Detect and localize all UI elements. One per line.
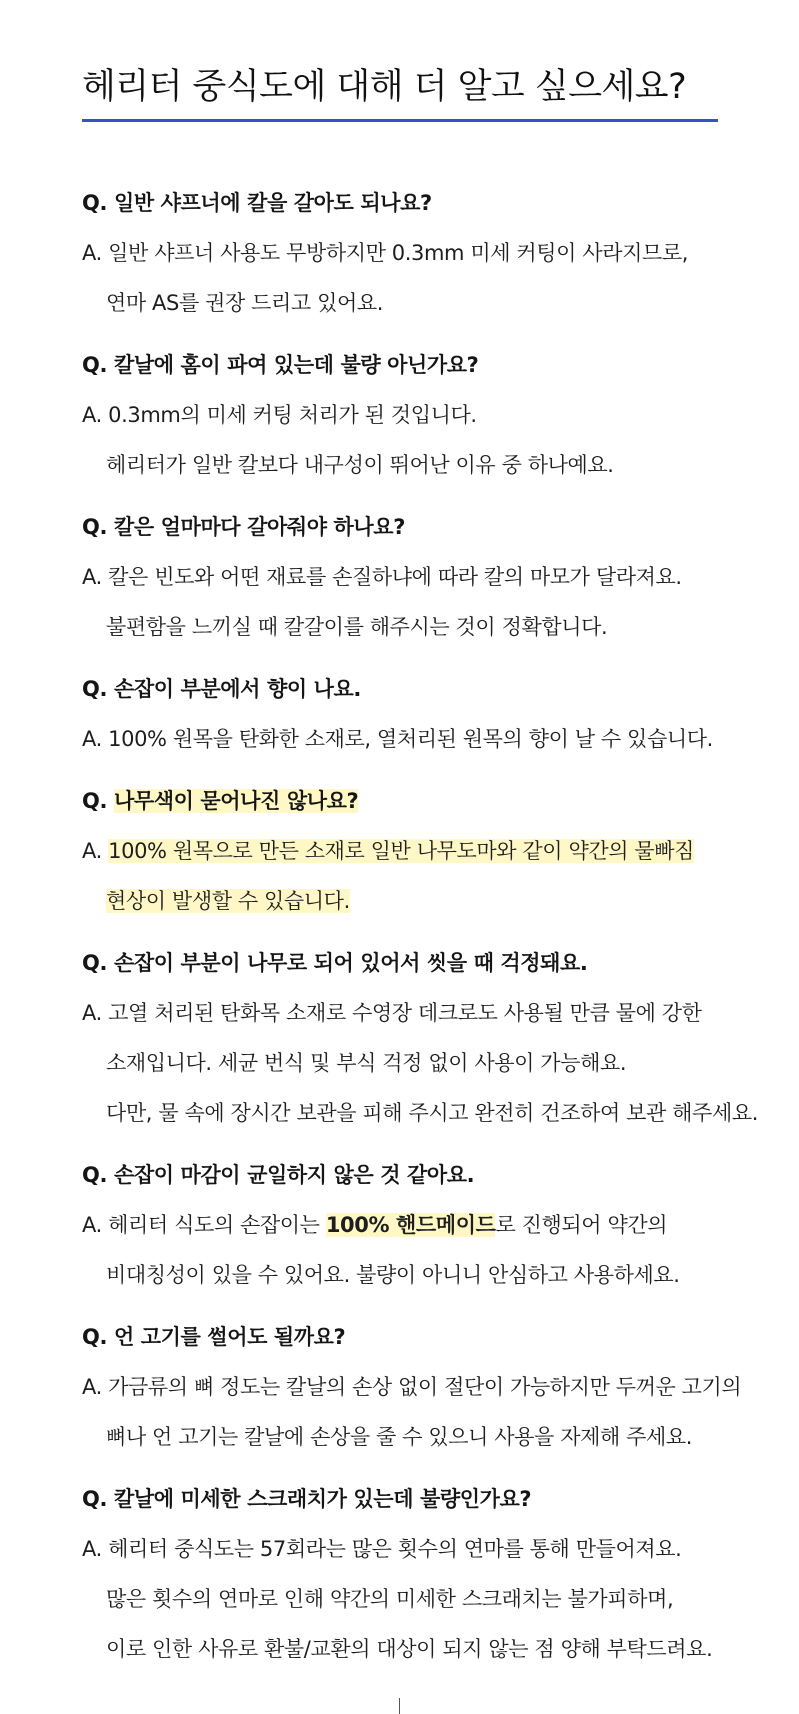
handmade-emphasis: 100% 핸드메이드 bbox=[325, 1213, 496, 1237]
faq-question: Q. 칼날에 미세한 스크래치가 있는데 불량인가요? bbox=[82, 1487, 532, 1511]
answer-line bbox=[82, 826, 762, 876]
answer-highlight: 현상이 발생할 수 있습니다. bbox=[106, 889, 350, 913]
answer-line: A. 100% 원목을 탄화한 소재로, 열처리된 원목의 향이 날 수 있습니다. bbox=[82, 727, 713, 751]
answer-text: 로 진행되어 약간의 bbox=[495, 1213, 668, 1237]
faq-item-sharpener bbox=[82, 178, 762, 328]
answer-highlight: 100% 원목으로 만든 소재로 일반 나무도마와 같이 약간의 물빠짐 bbox=[108, 839, 695, 863]
title-block bbox=[82, 58, 718, 122]
faq-answer bbox=[82, 1524, 762, 1674]
faq-question bbox=[82, 776, 762, 826]
answer-line: A. 고열 처리된 탄화목 소재로 수영장 데크로도 사용될 만큼 물에 강한 bbox=[82, 1001, 702, 1025]
question-prefix: Q. bbox=[82, 789, 114, 813]
faq-question: Q. 일반 샤프너에 칼을 갈아도 되나요? bbox=[82, 191, 432, 215]
faq-question: Q. 손잡이 부분에서 향이 나요. bbox=[82, 677, 361, 701]
answer-line: 다만, 물 속에 장시간 보관을 피해 주시고 완전히 건조하여 보관 해주세요. bbox=[106, 1101, 758, 1125]
faq-question: Q. 손잡이 부분이 나무로 되어 있어서 씻을 때 걱정돼요. bbox=[82, 951, 588, 975]
faq-item-frozen-meat bbox=[82, 1312, 762, 1462]
answer-text: A. 헤리터 식도의 손잡이는 bbox=[82, 1213, 326, 1237]
answer-line bbox=[82, 1200, 762, 1250]
faq-answer bbox=[82, 1362, 762, 1462]
answer-line: A. 일반 샤프너 사용도 무방하지만 0.3mm 미세 커팅이 사라지므로, bbox=[82, 241, 689, 265]
answer-line: 소재입니다. 세균 번식 및 부식 걱정 없이 사용이 가능해요. bbox=[106, 1051, 627, 1075]
answer-line: 비대칭성이 있을 수 있어요. 불량이 아니니 안심하고 사용하세요. bbox=[106, 1263, 680, 1287]
faq-item-handle-scent bbox=[82, 664, 762, 764]
faq-item-blade-groove bbox=[82, 340, 762, 490]
answer-line: 뼈나 언 고기는 칼날에 손상을 줄 수 있으니 사용을 자제해 주세요. bbox=[106, 1425, 693, 1449]
faq-item-handle-finish bbox=[82, 1150, 762, 1300]
answer-line: 연마 AS를 권장 드리고 있어요. bbox=[106, 291, 384, 315]
answer-line: A. 칼은 빈도와 어떤 재료를 손질하냐에 따라 칼의 마모가 달라져요. bbox=[82, 565, 682, 589]
answer-prefix: A. bbox=[82, 839, 109, 863]
bottom-divider-tick bbox=[399, 1698, 400, 1714]
answer-line: A. 0.3mm의 미세 커팅 처리가 된 것입니다. bbox=[82, 403, 477, 427]
faq-answer bbox=[82, 714, 762, 764]
faq-list bbox=[82, 178, 762, 1686]
faq-item-sharpen-frequency bbox=[82, 502, 762, 652]
faq-answer bbox=[82, 1200, 762, 1300]
faq-item-washing-handle bbox=[82, 938, 762, 1138]
answer-line bbox=[82, 876, 762, 926]
faq-answer bbox=[82, 988, 762, 1138]
faq-answer bbox=[82, 826, 762, 926]
answer-line: 불편함을 느끼실 때 칼갈이를 해주시는 것이 정확합니다. bbox=[106, 615, 608, 639]
faq-item-wood-color bbox=[82, 776, 762, 926]
faq-answer bbox=[82, 390, 762, 490]
answer-line: 많은 횟수의 연마로 인해 약간의 미세한 스크래치는 불가피하며, bbox=[106, 1587, 674, 1611]
faq-question: Q. 손잡이 마감이 균일하지 않은 것 같아요. bbox=[82, 1163, 475, 1187]
faq-answer bbox=[82, 228, 762, 328]
question-highlight: 나무색이 묻어나진 않나요? bbox=[113, 789, 359, 813]
title-underline bbox=[82, 119, 718, 122]
answer-line: A. 가금류의 뼈 정도는 칼날의 손상 없이 절단이 가능하지만 두꺼운 고기의 bbox=[82, 1375, 742, 1399]
faq-question: Q. 칼은 얼마마다 갈아줘야 하나요? bbox=[82, 515, 405, 539]
faq-answer bbox=[82, 552, 762, 652]
page-title: 헤리터 중식도에 대해 더 알고 싶으세요? bbox=[82, 67, 687, 107]
answer-line: 헤리터가 일반 칼보다 내구성이 뛰어난 이유 중 하나예요. bbox=[106, 453, 614, 477]
faq-question: Q. 칼날에 홈이 파여 있는데 불량 아닌가요? bbox=[82, 353, 479, 377]
faq-item-blade-scratch bbox=[82, 1474, 762, 1674]
answer-line: A. 헤리터 중식도는 57회라는 많은 횟수의 연마를 통해 만들어져요. bbox=[82, 1537, 682, 1561]
answer-line: 이로 인한 사유로 환불/교환의 대상이 되지 않는 점 양해 부탁드려요. bbox=[106, 1637, 713, 1661]
faq-question: Q. 언 고기를 썰어도 될까요? bbox=[82, 1325, 346, 1349]
